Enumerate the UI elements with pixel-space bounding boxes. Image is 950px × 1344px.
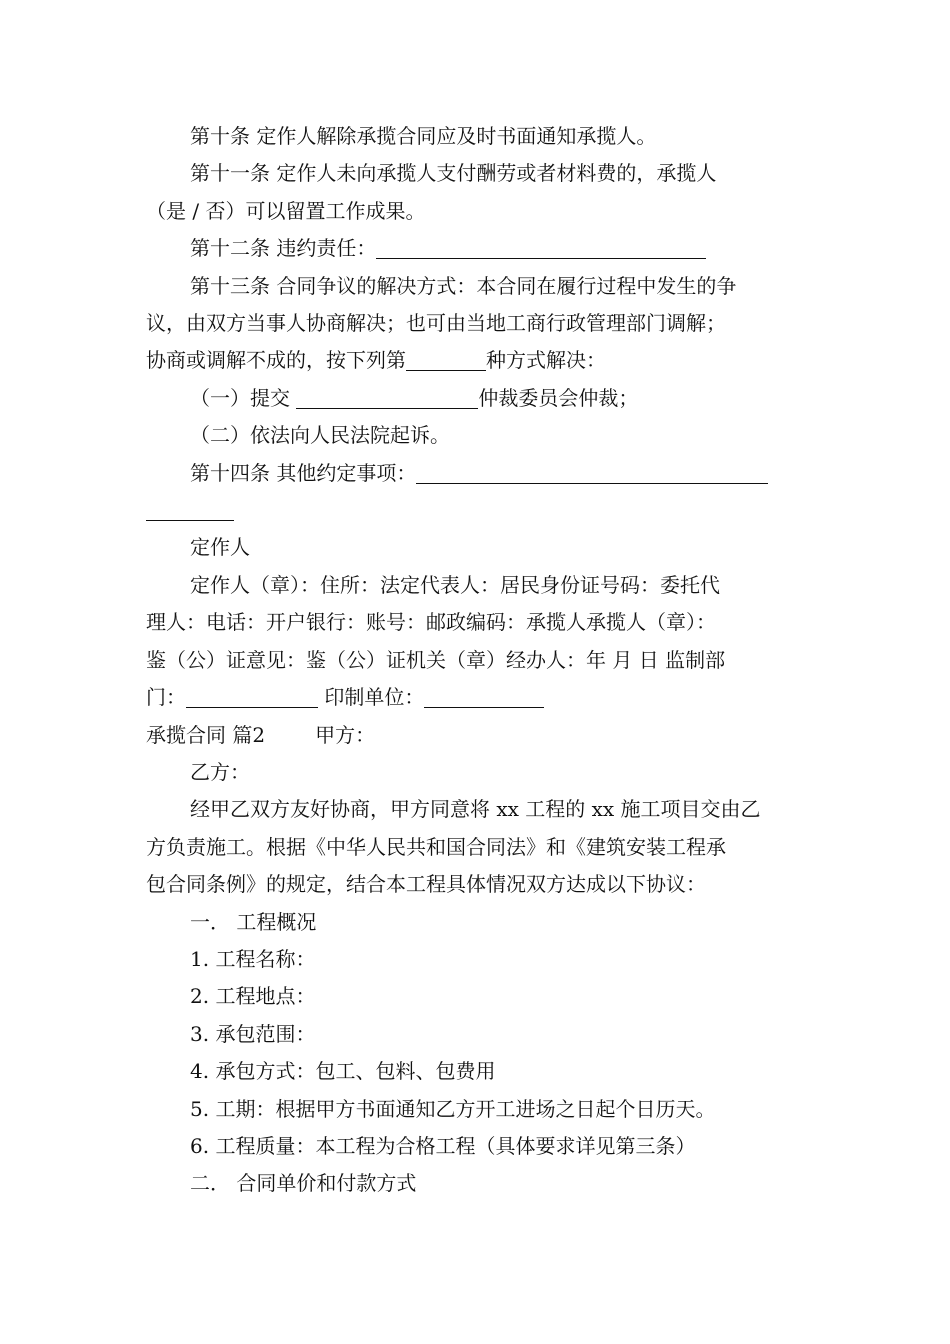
list-item: 2. 工程地点：	[190, 984, 316, 1009]
section-1-heading: 一． 工程概况	[190, 909, 317, 934]
clause-10: 第十条 定作人解除承揽合同应及时书面通知承揽人。	[190, 124, 657, 148]
clause-12-label: 第十二条 违约责任：	[190, 236, 377, 261]
clause-12	[146, 230, 808, 267]
intro-line3: 包合同条例》的规定，结合本工程具体情况双方达成以下协议：	[146, 872, 706, 897]
clause-13-line3	[146, 342, 808, 379]
contract2-title: 承揽合同 篇2	[146, 722, 266, 747]
clause-14	[146, 455, 808, 492]
option-1-a: （一）提交	[190, 385, 297, 410]
clause-13-line1: 第十三条 合同争议的解决方式：本合同在履行过程中发生的争	[190, 273, 737, 298]
clause-14-label: 第十四条 其他约定事项：	[190, 460, 417, 485]
list-item: 1. 工程名称：	[190, 946, 316, 971]
print-label: 印制单位：	[318, 685, 425, 710]
clause-13-line3-a: 协商或调解不成的，按下列第	[146, 348, 406, 373]
other-blank	[416, 459, 768, 484]
party-b: 乙方：	[190, 759, 250, 784]
intro-line2: 方负责施工。根据《中华人民共和国合同法》和《建筑安装工程承	[146, 834, 726, 859]
clause-11-line2: （是 / 否）可以留置工作成果。	[146, 198, 426, 223]
section-2-heading: 二． 合同单价和付款方式	[190, 1171, 417, 1196]
list-item: 4. 承包方式：包工、包料、包费用	[190, 1059, 496, 1084]
signature-heading: 定作人	[190, 535, 250, 560]
option-1-b: 仲裁委员会仲裁；	[478, 385, 639, 410]
option-1	[146, 380, 808, 417]
clause-14-continue	[146, 492, 808, 529]
arbitration-blank	[296, 384, 478, 409]
clause-13-line2: 议，由双方当事人协商解决；也可由当地工商行政管理部门调解；	[146, 311, 726, 336]
intro-line1: 经甲乙双方友好协商，甲方同意将 xx 工程的 xx 施工项目交由乙	[190, 797, 761, 822]
clause-13-line3-b: 种方式解决：	[486, 348, 606, 373]
signature-line1: 定作人（章）：住所：法定代表人：居民身份证号码：委托代	[190, 572, 720, 597]
contract2-title-line	[146, 717, 808, 754]
other-blank-cont	[146, 496, 234, 521]
list-item: 6. 工程质量：本工程为合格工程（具体要求详见第三条）	[190, 1133, 696, 1158]
document-body	[146, 118, 808, 1203]
signature-line3: 鉴（公）证意见：鉴（公）证机关（章）经办人：年 月 日 监制部	[146, 647, 726, 672]
supervise-label: 门：	[146, 685, 186, 710]
list-item: 5. 工期：根据甲方书面通知乙方开工进场之日起个日历天。	[190, 1096, 716, 1121]
supervise-blank	[186, 683, 318, 708]
clause-11-line1: 第十一条 定作人未向承揽人支付酬劳或者材料费的，承揽人	[190, 161, 717, 186]
signature-line2: 理人：电话：开户银行：账号：邮政编码：承揽人承揽人（章）：	[146, 610, 716, 635]
party-a: 甲方：	[315, 722, 376, 747]
choice-blank	[406, 346, 486, 371]
violation-blank	[376, 234, 706, 259]
option-2: （二）依法向人民法院起诉。	[190, 423, 450, 448]
list-item: 3. 承包范围：	[190, 1021, 316, 1046]
print-blank	[424, 683, 544, 708]
signature-line4	[146, 679, 808, 716]
